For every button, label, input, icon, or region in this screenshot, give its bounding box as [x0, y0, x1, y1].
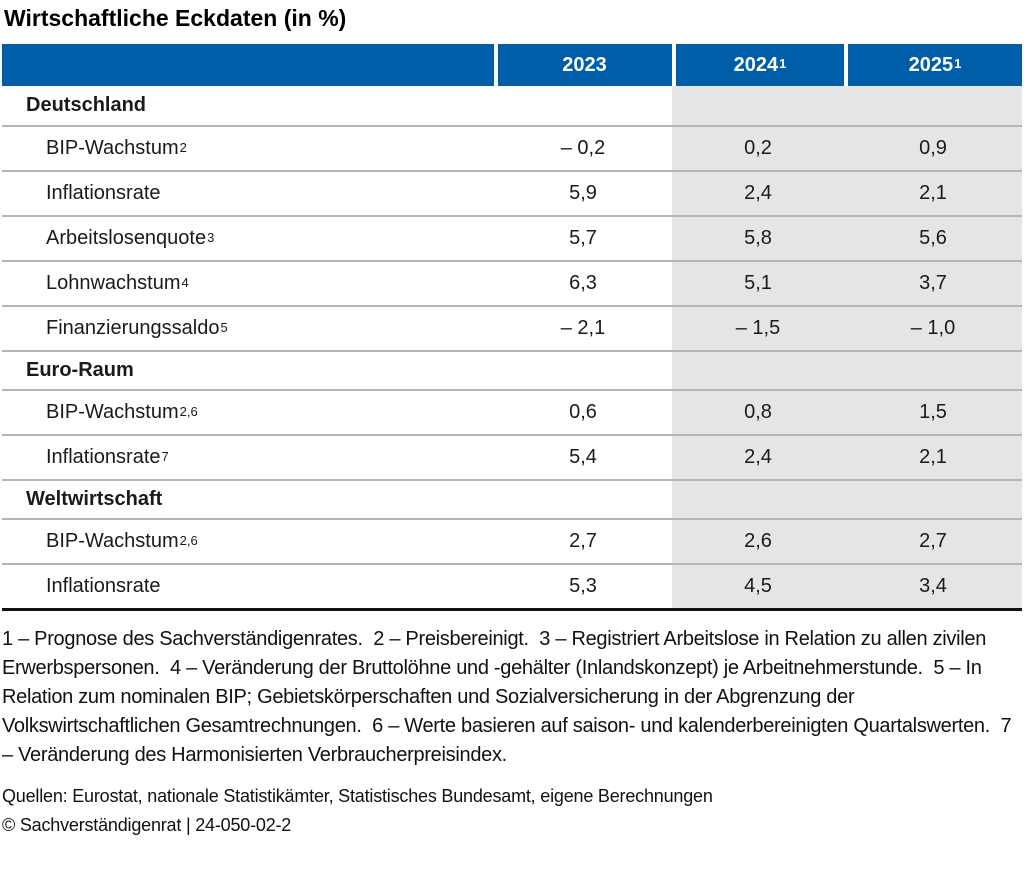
header-cell-empty: [2, 44, 494, 86]
table-row-bip-wachstum-de: [2, 125, 1022, 170]
value-2023: – 2,1: [560, 317, 606, 339]
row-label: Arbeitslosenquote $^3$: [46, 227, 215, 249]
econ-table: [2, 44, 1022, 611]
value-2025: 0,9: [844, 127, 1022, 170]
row-label: Inflationsrate $^7$: [46, 446, 169, 468]
page-title: Wirtschaftliche Eckdaten (in %): [4, 5, 347, 31]
indicator-name: Arbeitslosenquote: [46, 227, 207, 249]
row-label: BIP-Wachstum $^{2,6}$: [46, 401, 198, 423]
year-label: 2025: [908, 53, 954, 76]
table-row-inflationsrate-euro: [2, 434, 1022, 479]
row-label: BIP-Wachstum $^{2,6}$: [46, 530, 198, 552]
section-label: [2, 481, 494, 518]
indicator-name: Lohnwachstum: [46, 272, 181, 294]
empty-cell: [844, 86, 1022, 125]
indicator-name: Finanzierungssaldo: [46, 317, 220, 339]
indicator-name: BIP-Wachstum: [46, 530, 179, 552]
table-row-lohnwachstum: [2, 260, 1022, 305]
indicator-name: Inflationsrate: [46, 446, 161, 468]
empty-cell: [844, 352, 1022, 389]
table-row-inflationsrate-welt: [2, 563, 1022, 608]
section-title: Euro-Raum: [26, 359, 134, 381]
empty-cell: [672, 481, 844, 518]
header-cell-2025: 2025 $^1$: [844, 44, 1022, 86]
empty-cell: [494, 86, 672, 125]
header-cell-2023: [494, 44, 672, 86]
table-header-row: [2, 44, 1022, 86]
value-2025: 3,4: [844, 565, 1022, 608]
sources-line: Quellen: Eurostat, nationale Statistikämter, Statistisches Bundesamt, eigene Berechnungen: [2, 786, 713, 806]
table-row-bip-wachstum-welt: [2, 518, 1022, 563]
section-label: [2, 352, 494, 389]
value-2023: 5,9: [569, 182, 597, 204]
empty-cell: [494, 352, 672, 389]
value-2025: 5,6: [844, 217, 1022, 260]
section-title: Deutschland: [26, 94, 147, 116]
value-2023: 0,6: [569, 401, 597, 423]
value-2023: 5,3: [569, 575, 597, 597]
value-2024: 5,8: [672, 217, 844, 260]
row-label: [2, 172, 494, 215]
value-2024: 0,2: [672, 127, 844, 170]
table-row-arbeitslosenquote: [2, 215, 1022, 260]
value-2025: 2,1: [844, 436, 1022, 479]
table-row-inflationsrate-de: [2, 170, 1022, 215]
value-2025: 1,5: [844, 391, 1022, 434]
empty-cell: [672, 86, 844, 125]
indicator-name: BIP-Wachstum: [46, 137, 179, 159]
value-2023: – 0,2: [560, 137, 606, 159]
value-2023: 2,7: [569, 530, 597, 552]
value-2023: 6,3: [569, 272, 597, 294]
value-2025: 2,7: [844, 520, 1022, 563]
indicator-name: Inflationsrate: [46, 182, 161, 204]
row-label: BIP-Wachstum $^2$: [46, 137, 187, 159]
section-row-euro-raum: [2, 350, 1022, 389]
year-label: 2024: [733, 53, 779, 76]
empty-cell: [494, 481, 672, 518]
section-row-deutschland: [2, 86, 1022, 125]
value-2024: 2,4: [672, 172, 844, 215]
section-label: [2, 86, 494, 125]
indicator-name: BIP-Wachstum: [46, 401, 179, 423]
value-2024: 4,5: [672, 565, 844, 608]
table-body: [2, 86, 1022, 611]
row-label: [2, 565, 494, 608]
value-2024: 0,8: [672, 391, 844, 434]
section-title: Weltwirtschaft: [26, 488, 163, 510]
year-label: 2023: [562, 53, 607, 76]
value-2024: – 1,5: [672, 307, 844, 350]
table-row-bip-wachstum-euro: [2, 389, 1022, 434]
value-2024: 5,1: [672, 262, 844, 305]
footnotes-text: 1 – Prognose des Sachverständigenrates. 2 – Preisbereinigt. 3 – Registriert Arbeitslose in Relation zu allen zivilen Erwerbspersonen. 4 – Veränderung der Bruttolöhne und -gehälter (Inlandskonzept) je Arbeitnehmerstunde. 5 – In Relation zum nominalen BIP; Gebietskörperschaften und Sozialversicherung in der Abgrenzung der Volkswirtschaftlichen Gesamtrechnungen. 6 – Werte basieren auf saison- und kalenderbereinigten Quartalswerten. 7 – Veränderung des Harmonisierten Verbraucherpreisindex.: [2, 628, 1017, 766]
empty-cell: [844, 481, 1022, 518]
header-cell-2024: 2024 $^1$: [672, 44, 844, 86]
value-2024: 2,4: [672, 436, 844, 479]
row-label: Finanzierungssaldo $^5$: [46, 317, 228, 339]
copyright-line: © Sachverständigenrat | 24-050-02-2: [2, 815, 292, 835]
value-2023: 5,4: [569, 446, 597, 468]
indicator-name: Inflationsrate: [46, 575, 161, 597]
value-2025: 3,7: [844, 262, 1022, 305]
value-2024: 2,6: [672, 520, 844, 563]
section-row-weltwirtschaft: [2, 479, 1022, 518]
value-2025: 2,1: [844, 172, 1022, 215]
table-row-finanzierungssaldo: [2, 305, 1022, 350]
row-label: Lohnwachstum $^4$: [46, 272, 189, 294]
value-2023: 5,7: [569, 227, 597, 249]
value-2025: – 1,0: [844, 307, 1022, 350]
empty-cell: [672, 352, 844, 389]
